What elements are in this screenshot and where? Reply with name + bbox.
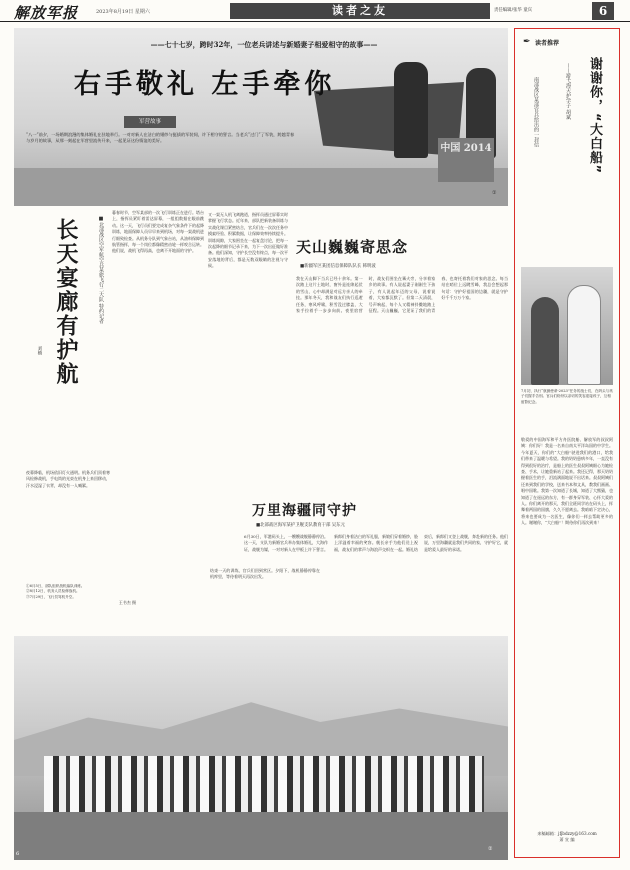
left-article-title: 长天宴廊有护航	[53, 218, 78, 386]
photo-notes	[26, 584, 136, 624]
soldier-figure	[394, 62, 428, 158]
tianshan-headline: 天山巍巍寄思念	[296, 238, 409, 256]
photo-note: ③7月29日，飞行员驾机升空。	[26, 594, 76, 599]
hero-lede: “八一”前夕，一场婚期浪漫的集体婚礼在驻地举行。一对对新人在洁白的婚纱与挺拔的军装间，许下相守的誓言。当老兵“过门”了军装，跨越青春与岁月的故事，从那一刻起在军营里流传开来，一起见证这份情谊的美好。	[26, 132, 295, 144]
left-article-body-continued: 夜幕降临，机场依旧灯火通明。机务兵们顶着寒风检修战机，手电筒的光束在机身上来回移动，汗水浸湿了衣背，却没有一人喊累。	[26, 470, 110, 488]
sidebar-letter-body: 敬爱的中国海军和平方舟医院船、解放军的叔叔阿姨：你们好！我是一名来自南太平洋岛国的中学生。今年夏天，你们的“大白船”驶进我们的港口，给我们带来了温暖与希望。我的奶奶患病多年，一直没有得到很好的治疗，是船上的医生叔叔阿姨细心为她检查、手术，让她重新站了起来。我还记得，那天奶奶握着医生的手，泪流满面地说不出话来。叔叔阿姨们还来到我们的学校，送来书本和文具，教我们画画、唱中国歌。我第一次知道了长城，知道了大熊猫，也知道了在遥远的东方，有一群身穿军装、心怀大爱的人。你们离开的那天，我们全班同学站在码头上，挥舞着两国的国旗，久久不愿离去。我暗暗下定决心，将来也要成为一名医生，像你们一样去帮助更多的人。谢谢你，“大白船”！期待你们再次到来！	[521, 437, 613, 526]
photo-notes-author: 王书杰 摄	[118, 600, 136, 606]
left-article-kicker: ■北部战区空军航空兵某旅飞行二大队 特约记者	[98, 216, 104, 324]
sidebar-footer	[521, 831, 613, 843]
group-wedding-photo	[14, 636, 508, 860]
reader-recommendation-sidebar	[514, 28, 620, 858]
border-monument: 中国 2014	[438, 138, 494, 182]
sidebar-subtitle: ——游弋海天护学子 胡斌	[565, 63, 571, 120]
sidebar-photo-caption: 7月初，执行“航测使命-2023”任务的战士们，在码头与孩子们握手告别。官兵们纷纷以亲切的笑容迎接孩子，互相留影纪念。	[521, 389, 613, 404]
section-title: 读者之友	[230, 3, 490, 19]
sidebar-photo	[521, 267, 613, 385]
photo-person	[567, 285, 601, 385]
hero-kicker: ——七十七岁，跨时32年，一位老兵讲述与新婚妻子相爱相守的故事——	[150, 40, 378, 49]
editors-credit: 责任编辑/张华 童宾	[494, 8, 533, 13]
page-footer-number: 6	[16, 851, 20, 857]
sidebar-badge-label: 读者推荐	[535, 40, 560, 47]
pen-nib-icon: ✒	[523, 37, 531, 47]
photo-note: ②8月12日，机务人员检修战机。	[26, 589, 80, 594]
sidebar-footer-line: 萧 宣 编	[559, 837, 575, 842]
page-number: 6	[592, 2, 614, 20]
photo-person	[531, 297, 559, 385]
photo-note: ①6月5日，部队组织战机编队训练。	[26, 584, 85, 588]
wanli-byline: ■北部战区海军某护卫舰支队教育干部 吴东元	[256, 523, 345, 528]
photo-couples-crowd	[44, 756, 484, 812]
sidebar-source: 南部战区某部官兵给出的一封信	[533, 77, 539, 147]
wanli-body: 6月30日，军港码头上，一艘艘战舰静静停泊。这一天，支队为新婚官兵举办集体婚礼，大海作证，战舰为媒，一对对新人在甲板上许下誓言。新郎们身着洁白的军礼服，新娘们穿着婚纱，脸上洋溢着幸福的笑容。舰长亲手为他们送上祝福，战友们的掌声与海浪声交织在一起。婚礼结束后，新郎们又登上战舰，奔赴新的任务。他们说，万里海疆就是我们共同的家，守护好它，就是给爱人最好的承诺。	[244, 534, 508, 552]
sidebar-title: 谢谢你，“大白船”	[587, 57, 602, 175]
sidebar-footer-line: 来稿邮箱：jfjbdzzy@163.com	[537, 831, 597, 836]
photo-number: ②	[488, 846, 493, 852]
photo-ground	[14, 812, 508, 860]
paper-name: 解放军报	[14, 4, 79, 22]
wanli-headline: 万里海疆同守护	[252, 503, 357, 519]
tianshan-byline: ■新疆军区某团信息保障队队长 韩明波	[300, 264, 376, 269]
hero-photo-story	[14, 28, 508, 206]
hero-headline: 右手敬礼 左手牵你	[74, 69, 336, 100]
masthead	[0, 0, 630, 22]
middle-article-body-continued: 结束一天的训练，官兵们回到营区。夕阳下，战机静静停靠在机库里，等待着明天再次出发。	[210, 568, 320, 580]
left-article-byline: 刘楠	[37, 346, 42, 355]
sidebar-header	[523, 35, 613, 49]
left-article-body: 暮春时节，空军某部的一次飞行训练正在进行。塔台上，指挥员紧盯着雷达屏幕，一组组数据在眼前跳动。这一天，飞行员们要完成复杂气象条件下的起降训练，地面保障人员早早来到机场，对每一架战机进行细致检查。从机务分队到气象台站，从油料保障到航管指挥，每一个岗位都像精密齿轮一样咬合运转。他们说，战机飞得再高，也离不开地面的守护。	[112, 210, 204, 254]
photo-number: ①	[492, 190, 497, 196]
story-stamp: 军营故事	[124, 116, 176, 128]
hero-ground	[14, 168, 508, 206]
tianshan-body: 我在天山脚下当兵已经十余年。第一次踏上这片土地时，窗外是连绵起伏的雪山，心中却满是对远方亲人的牵挂。那年冬天，我和战友们执行巡逻任务，寒风呼啸，积雪没过膝盖，大家手拉着手一步步向前。夜里宿营时，战友们围坐在篝火旁，分享着家乡的故事。有人说起妻子刚刚生下孩子，有人说起年迈的父母，说着说着，大家都沉默了。但第二天清晨，号声响起，每个人又精神抖擞地踏上征程。天山巍巍，它见证了我们的青春，也寄托着我们对家的思念。每当站在哨位上远眺雪峰，我总会想起那句话：守护好祖国的边疆，就是守护好千千万万个家。	[296, 276, 508, 314]
middle-article-body: 又一架无人机飞离跑道，指挥员通过屏幕实时掌握飞行状态。近年来，部队把新装备训练与实战化课目紧密结合，官兵们在一次次任务中摸索经验、积累数据，让保障效率持续提升。训练间隙，大家围坐在一起复盘讨论，把每一次起降的细节记录下来，为下一次出征做好准备。他们深知，守护长空没有终点，每一次平安落地的背后，都是无数双眼睛的注视与守候。	[208, 212, 288, 269]
issue-date: 2023年8月19日 星期六	[96, 9, 150, 15]
